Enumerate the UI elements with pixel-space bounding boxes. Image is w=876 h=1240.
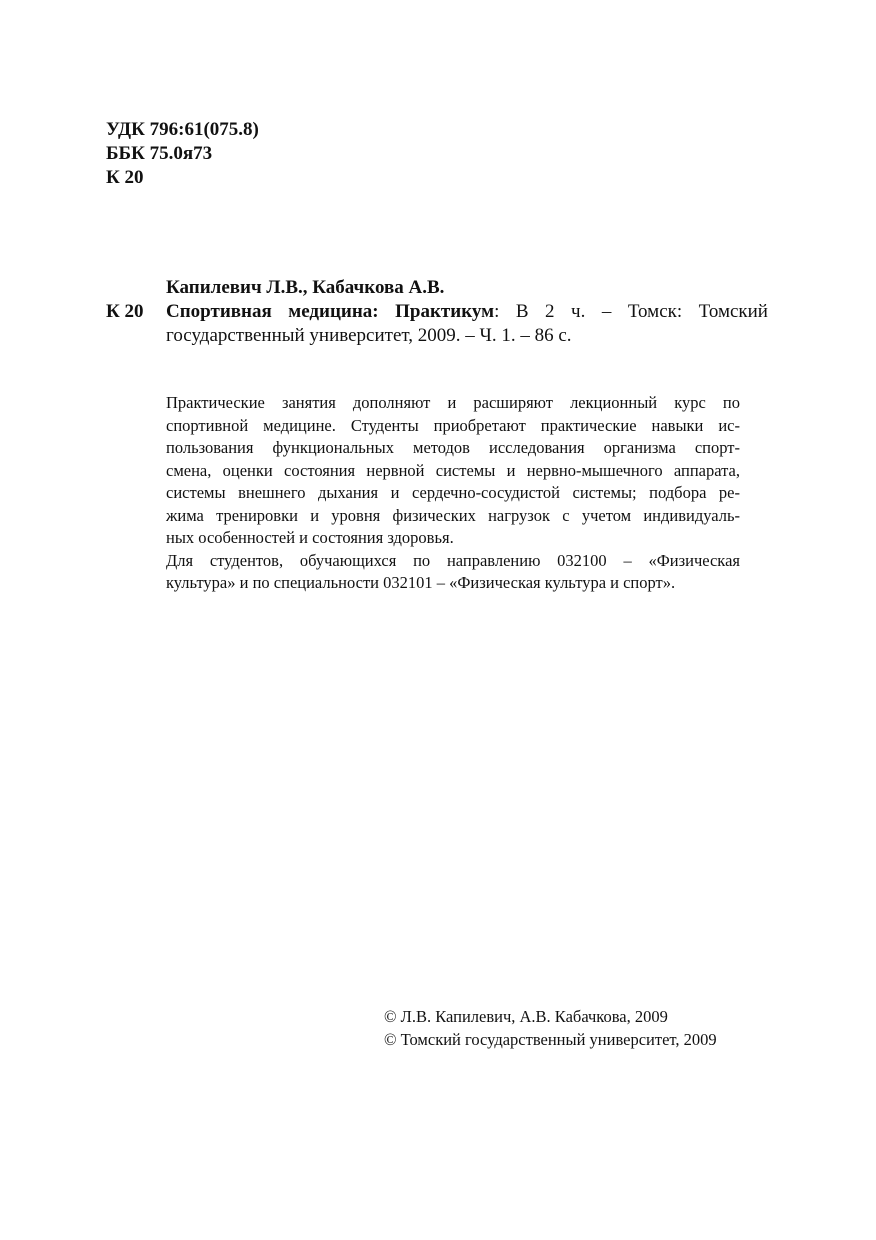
record-details-1: : В 2 ч. – Томск: Томский (494, 301, 768, 322)
annotation-line: спортивной медицине. Студенты приобретают практические навыки ис- (166, 415, 740, 435)
udk-code: УДК 796:61(075.8) (106, 119, 259, 140)
classification-block (106, 118, 259, 190)
record-title: Спортивная медицина: Практикум (166, 301, 495, 322)
record-entry (166, 300, 768, 348)
bbk-code: ББК 75.0я73 (106, 143, 213, 164)
record-author-sign: К 20 (106, 301, 144, 322)
record-authors: Капилевич Л.В., Кабачкова А.В. (166, 277, 445, 298)
author-sign: К 20 (106, 167, 144, 188)
record-details-2: государственный университет, 2009. – Ч. 1. – 86 с. (166, 325, 572, 346)
copyright-authors: © Л.В. Капилевич, А.В. Кабачкова, 2009 (384, 1007, 668, 1026)
annotation-line: жима тренировки и уровня физических нагрузок с учетом индивидуаль- (166, 505, 740, 525)
annotation-paragraph-1 (134, 392, 740, 550)
annotation (134, 392, 740, 595)
copyright-block (384, 1006, 717, 1051)
annotation-line: системы внешнего дыхания и сердечно-сосудистой системы; подбора ре- (166, 483, 740, 502)
annotation-line: Практические занятия дополняют и расширяют лекционный курс по (166, 393, 740, 412)
copyright-university: © Томский государственный университет, 2009 (384, 1029, 717, 1049)
annotation-line: культура» и по специальности 032101 – «Физическая культура и спорт». (166, 573, 676, 592)
annotation-line: пользования функциональных методов исследования организма спорт- (166, 438, 740, 457)
annotation-line: смена, оценки состояния нервной системы и нервно-мышечного аппарата, (166, 460, 740, 480)
annotation-line: ных особенностей и состояния здоровья. (166, 528, 454, 547)
annotation-paragraph-2 (134, 550, 740, 595)
record-line-1 (166, 300, 768, 324)
bibliographic-record (106, 300, 768, 348)
annotation-line: Для студентов, обучающихся по направлению 032100 – «Физическая (166, 550, 740, 570)
